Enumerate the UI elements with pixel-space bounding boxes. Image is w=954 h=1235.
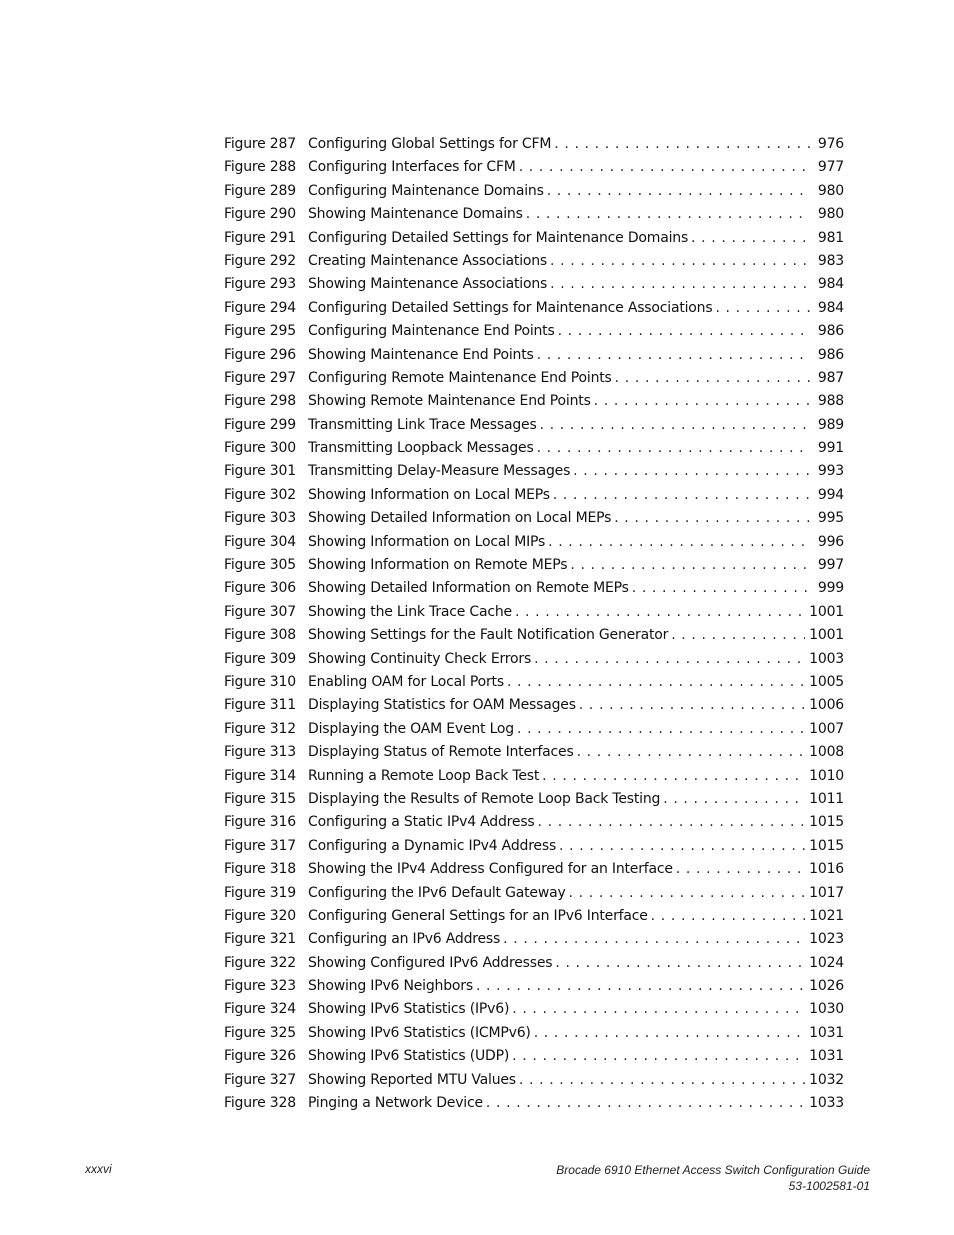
page-number: xxxvi [85,1162,112,1176]
dot-leader [559,835,805,858]
page-reference: 988 [817,393,844,410]
figure-title: Configuring a Static IPv4 Address [308,814,535,831]
page-reference: 1008 [809,744,844,761]
figure-title: Running a Remote Loop Back Test [308,767,540,784]
figure-label: Figure 323 [224,978,296,995]
figure-title: Displaying Status of Remote Interfaces [308,744,574,761]
dot-leader [503,928,805,951]
page-reference: 1021 [809,907,844,924]
figure-title: Showing Information on Remote MEPs [308,557,568,574]
figure-title: Configuring Global Settings for CFM [308,136,552,152]
page-reference: 1032 [809,1071,844,1088]
page-reference: 981 [817,229,844,246]
figure-title: Showing Maintenance Associations [308,276,548,293]
dot-leader [671,624,805,647]
page-reference: 1001 [809,627,844,644]
toc-entry[interactable] [224,484,844,507]
dot-leader [558,320,810,343]
page-reference: 1015 [809,814,844,831]
toc-entry[interactable] [224,975,844,998]
dot-leader [534,648,805,671]
dot-leader [476,975,805,998]
toc-entry[interactable] [224,811,844,834]
page-reference: 994 [817,486,844,503]
dot-leader [663,788,805,811]
page-reference: 999 [817,580,844,597]
figure-label: Figure 293 [224,276,296,293]
page-reference: 1006 [809,697,844,714]
dot-leader [555,952,805,975]
figure-label: Figure 295 [224,323,296,340]
figure-title: Showing Maintenance End Points [308,346,534,363]
dot-leader [632,577,810,600]
guide-title: Brocade 6910 Ethernet Access Switch Configuration Guide [556,1163,870,1177]
figure-label: Figure 316 [224,814,296,831]
dot-leader [553,484,810,507]
toc-entry[interactable] [224,554,844,577]
toc-entry[interactable] [224,460,844,483]
figure-title: Showing the Link Trace Cache [308,603,512,620]
figure-label: Figure 296 [224,346,296,363]
dot-leader [573,460,810,483]
page-reference: 1016 [809,861,844,878]
figure-title: Creating Maintenance Associations [308,252,548,269]
toc-entry[interactable] [224,297,844,320]
page-reference: 980 [817,182,844,199]
figure-label: Figure 318 [224,861,296,878]
dot-leader [538,811,806,834]
page-reference: 993 [817,463,844,480]
dot-leader [486,1092,805,1115]
toc-entry[interactable] [224,344,844,367]
dot-leader [577,741,806,764]
dot-leader [507,671,805,694]
dot-leader [542,765,805,788]
figure-label: Figure 328 [224,1095,296,1112]
page-reference: 984 [817,276,844,293]
toc-entry[interactable] [224,741,844,764]
figure-title: Showing Reported MTU Values [308,1071,516,1088]
figure-title: Showing IPv6 Neighbors [308,978,473,995]
page-reference: 997 [817,557,844,574]
figure-title: Showing Remote Maintenance End Points [308,393,591,410]
figure-title: Configuring Maintenance Domains [308,182,544,199]
figure-label: Figure 303 [224,510,296,527]
page-reference: 1007 [809,720,844,737]
toc-entry[interactable] [224,133,844,156]
toc-entry[interactable] [224,227,844,250]
toc-entry[interactable] [224,414,844,437]
toc-entry[interactable] [224,367,844,390]
figure-label: Figure 324 [224,1001,296,1018]
figure-label: Figure 300 [224,440,296,457]
dot-leader [676,858,805,881]
figure-label: Figure 314 [224,767,296,784]
figure-title: Displaying the OAM Event Log [308,720,514,737]
dot-leader [512,998,805,1021]
toc-entry[interactable] [224,718,844,741]
figure-title: Showing Detailed Information on Remote MEPs [308,580,629,597]
toc-entry[interactable] [224,694,844,717]
figure-title: Showing Information on Local MIPs [308,533,546,550]
page-reference: 986 [817,323,844,340]
page-reference: 1003 [809,650,844,667]
figure-title: Showing Configured IPv6 Addresses [308,954,553,971]
page-reference: 977 [817,159,844,176]
figure-title: Showing Continuity Check Errors [308,650,532,667]
toc-entry[interactable] [224,952,844,975]
figure-label: Figure 290 [224,206,296,223]
figure-label: Figure 294 [224,299,296,316]
figure-label: Figure 288 [224,159,296,176]
toc-entry[interactable] [224,1022,844,1045]
dot-leader [615,367,810,390]
figure-label: Figure 325 [224,1024,296,1041]
dot-leader [569,882,806,905]
figure-label: Figure 312 [224,720,296,737]
figure-title: Configuring Detailed Settings for Maintenance Associations [308,299,713,316]
figure-title: Transmitting Delay-Measure Messages [308,463,571,480]
toc-entry[interactable] [224,905,844,928]
dot-leader [547,180,810,203]
figure-title: Configuring Maintenance End Points [308,323,555,340]
dot-leader [515,601,805,624]
figure-label: Figure 320 [224,907,296,924]
toc-entry[interactable] [224,1045,844,1068]
figure-title: Configuring General Settings for an IPv6 Interface [308,907,648,924]
figure-label: Figure 322 [224,954,296,971]
figure-label: Figure 287 [224,136,296,152]
dot-leader [614,507,810,530]
figure-title: Configuring a Dynamic IPv4 Address [308,837,557,854]
figure-title: Showing IPv6 Statistics (IPv6) [308,1001,510,1018]
figure-title: Showing the IPv4 Address Configured for an Interface [308,861,673,878]
page-reference: 987 [817,369,844,386]
page-reference: 1015 [809,837,844,854]
dot-leader [517,718,805,741]
dot-leader [570,554,810,577]
figure-label: Figure 299 [224,416,296,433]
figure-label: Figure 307 [224,603,296,620]
page-reference: 983 [817,252,844,269]
figure-title: Transmitting Loopback Messages [308,440,534,457]
toc-entry[interactable] [224,180,844,203]
figure-title: Showing Information on Local MEPs [308,486,550,503]
figure-label: Figure 317 [224,837,296,854]
figure-label: Figure 321 [224,931,296,948]
figure-label: Figure 306 [224,580,296,597]
document-number: 53-1002581-01 [788,1179,870,1193]
figure-label: Figure 311 [224,697,296,714]
dot-leader [537,437,810,460]
dot-leader [540,414,810,437]
toc-entry[interactable] [224,928,844,951]
page-reference: 976 [817,136,844,152]
figure-title: Configuring Interfaces for CFM [308,159,516,176]
figure-label: Figure 305 [224,557,296,574]
figure-label: Figure 292 [224,252,296,269]
figure-title: Configuring Detailed Settings for Maintenance Domains [308,229,689,246]
dot-leader [715,297,810,320]
toc-entry[interactable] [224,601,844,624]
page-reference: 984 [817,299,844,316]
figure-label: Figure 315 [224,790,296,807]
figure-label: Figure 313 [224,744,296,761]
figure-title: Transmitting Link Trace Messages [308,416,537,433]
dot-leader [519,1069,805,1092]
figure-title: Configuring Remote Maintenance End Points [308,369,612,386]
dot-leader [550,250,810,273]
dot-leader [594,390,810,413]
figure-label: Figure 327 [224,1071,296,1088]
page-reference: 1011 [809,790,844,807]
page-reference: 1001 [809,603,844,620]
toc-entry[interactable] [224,437,844,460]
figure-title: Displaying Statistics for OAM Messages [308,697,576,714]
dot-leader [579,694,805,717]
figure-label: Figure 326 [224,1048,296,1065]
page-footer [556,1162,870,1194]
figure-title: Configuring an IPv6 Address [308,931,501,948]
figure-label: Figure 309 [224,650,296,667]
toc-entry[interactable] [224,858,844,881]
dot-leader [526,203,810,226]
toc-entry[interactable] [224,1092,844,1115]
figure-title: Pinging a Network Device [308,1095,483,1112]
dot-leader [651,905,806,928]
toc-entry[interactable] [224,390,844,413]
page-reference: 1010 [809,767,844,784]
toc-entry[interactable] [224,203,844,226]
dot-leader [548,531,810,554]
figure-label: Figure 302 [224,486,296,503]
figure-title: Showing Detailed Information on Local MEPs [308,510,612,527]
page-reference: 996 [817,533,844,550]
page-reference: 1017 [809,884,844,901]
toc-entry[interactable] [224,507,844,530]
page-reference: 1030 [809,1001,844,1018]
figure-title: Enabling OAM for Local Ports [308,673,504,690]
toc-entry[interactable] [224,671,844,694]
toc-entry[interactable] [224,788,844,811]
figure-title: Showing IPv6 Statistics (UDP) [308,1048,510,1065]
toc-entry[interactable] [224,835,844,858]
toc-entry[interactable] [224,998,844,1021]
page-reference: 991 [817,440,844,457]
toc-entry[interactable] [224,648,844,671]
dot-leader [691,227,810,250]
dot-leader [519,156,810,179]
figure-label: Figure 298 [224,393,296,410]
figure-label: Figure 289 [224,182,296,199]
dot-leader [512,1045,805,1068]
toc-entry[interactable] [224,156,844,179]
dot-leader [534,1022,805,1045]
toc-entry[interactable] [224,250,844,273]
figure-label: Figure 291 [224,229,296,246]
figure-label: Figure 308 [224,627,296,644]
figure-title: Displaying the Results of Remote Loop Back Testing [308,790,661,807]
page-reference: 1026 [809,978,844,995]
toc-entry[interactable] [224,320,844,343]
page-reference: 986 [817,346,844,363]
page-reference: 989 [817,416,844,433]
page-reference: 1031 [809,1024,844,1041]
figure-title: Showing Settings for the Fault Notification Generator [308,627,669,644]
list-of-figures [224,133,844,1115]
figure-label: Figure 301 [224,463,296,480]
figure-label: Figure 319 [224,884,296,901]
toc-entry[interactable] [224,765,844,788]
toc-entry[interactable] [224,882,844,905]
figure-title: Showing IPv6 Statistics (ICMPv6) [308,1024,531,1041]
page-reference: 995 [817,510,844,527]
page-reference: 1031 [809,1048,844,1065]
figure-title: Showing Maintenance Domains [308,206,523,223]
toc-entry[interactable] [224,577,844,600]
dot-leader [550,273,810,296]
page-reference: 980 [817,206,844,223]
page-reference: 1005 [809,673,844,690]
figure-title: Configuring the IPv6 Default Gateway [308,884,566,901]
figure-label: Figure 310 [224,673,296,690]
toc-entry[interactable] [224,1069,844,1092]
page-reference: 1023 [809,931,844,948]
figure-label: Figure 304 [224,533,296,550]
dot-leader [537,344,810,367]
figure-label: Figure 297 [224,369,296,386]
page-reference: 1024 [809,954,844,971]
dot-leader [554,133,810,156]
toc-entry[interactable] [224,624,844,647]
toc-entry[interactable] [224,273,844,296]
toc-entry[interactable] [224,531,844,554]
page-reference: 1033 [809,1095,844,1112]
